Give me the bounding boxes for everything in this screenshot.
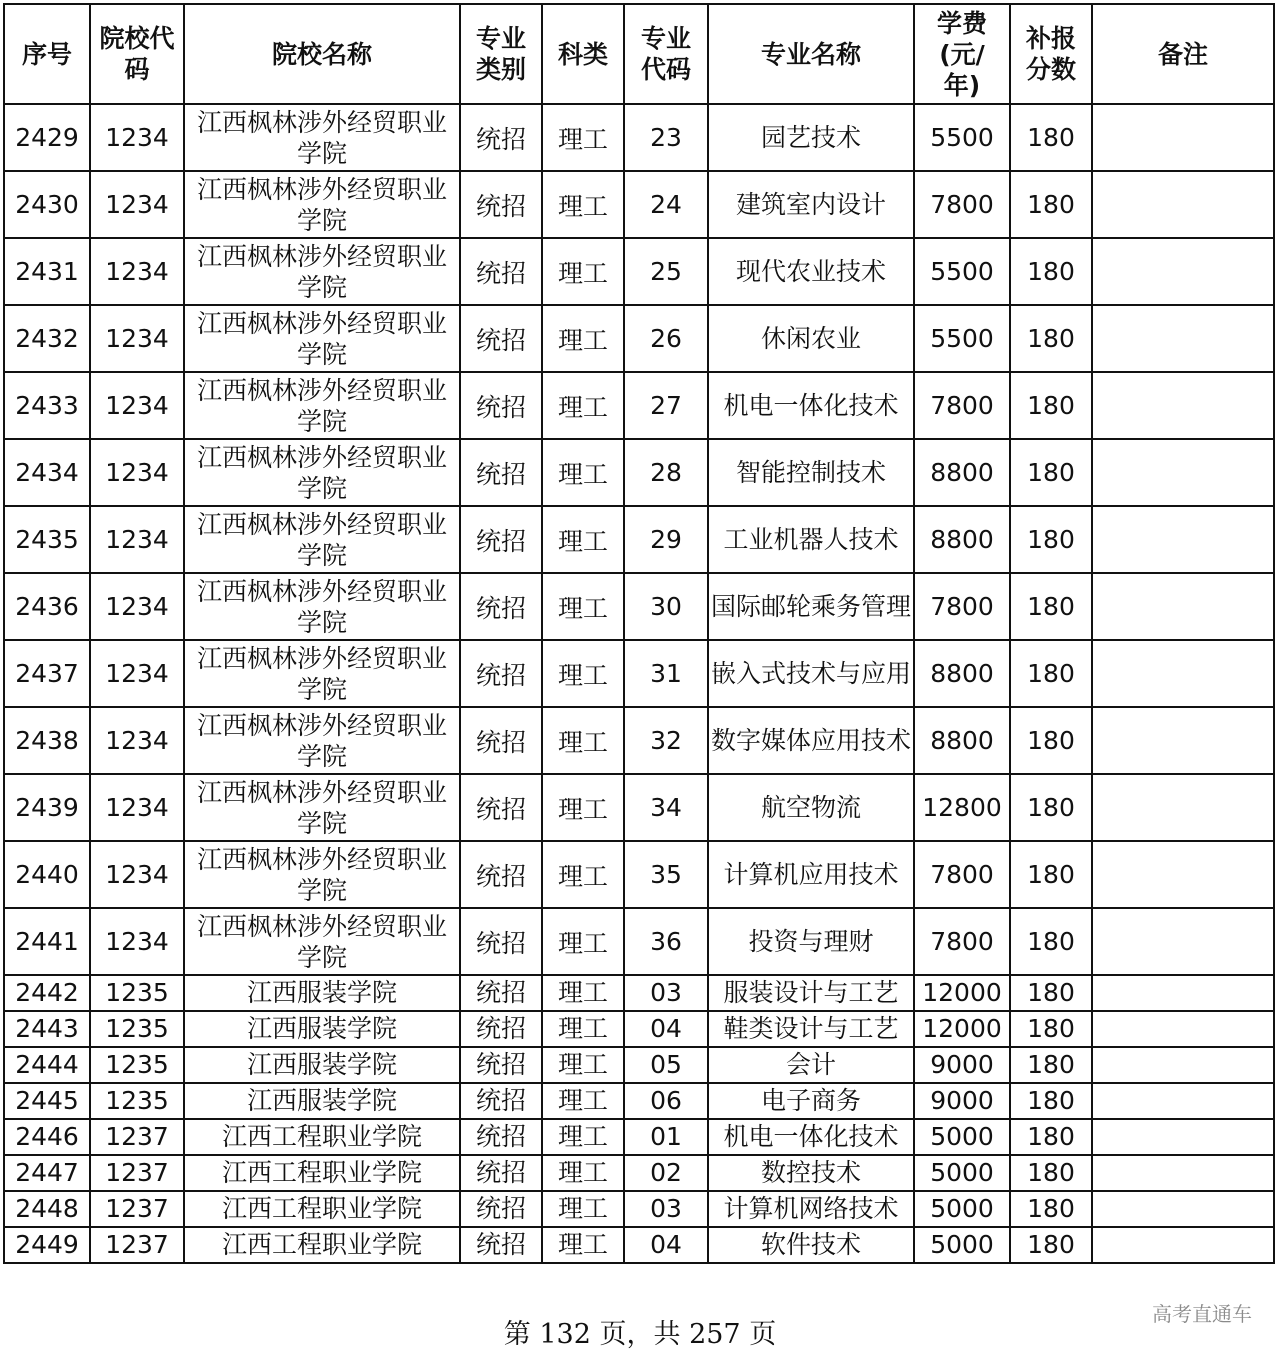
- header-line: 专业名称: [760, 39, 861, 69]
- school-code-cell: 1237: [90, 1227, 184, 1263]
- table-row: [4, 573, 1274, 640]
- table-row: [4, 1227, 1274, 1263]
- major-name-cell: 国际邮轮乘务管理: [708, 573, 914, 640]
- category-cell: 理工: [542, 506, 624, 573]
- note-cell: [1092, 104, 1274, 171]
- note-cell: [1092, 1047, 1274, 1083]
- category-cell: 理工: [542, 372, 624, 439]
- note-cell: [1092, 1227, 1274, 1263]
- school-name-cell: 江西枫林涉外经贸职业学院: [184, 305, 460, 372]
- seq-cell: 2447: [4, 1155, 90, 1191]
- table-row: [4, 238, 1274, 305]
- major-name-cell: 工业机器人技术: [708, 506, 914, 573]
- major-type-cell: 统招: [460, 975, 542, 1011]
- major-name-cell: 机电一体化技术: [708, 1119, 914, 1155]
- seq-cell: 2429: [4, 104, 90, 171]
- school-code-cell: 1234: [90, 573, 184, 640]
- seq-cell: 2435: [4, 506, 90, 573]
- note-cell: [1092, 1155, 1274, 1191]
- tuition-cell: 5000: [914, 1119, 1010, 1155]
- major-code-cell: 36: [624, 908, 708, 975]
- header-row: [4, 4, 1274, 104]
- category-cell: 理工: [542, 1191, 624, 1227]
- category-cell: 理工: [542, 1119, 624, 1155]
- table-row: [4, 1047, 1274, 1083]
- category-cell: 理工: [542, 1227, 624, 1263]
- school-name-cell: 江西工程职业学院: [184, 1227, 460, 1263]
- note-cell: [1092, 238, 1274, 305]
- table-row: [4, 1083, 1274, 1119]
- school-name-cell: 江西枫林涉外经贸职业学院: [184, 774, 460, 841]
- major-type-cell: 统招: [460, 573, 542, 640]
- table-row: [4, 908, 1274, 975]
- table-row: [4, 104, 1274, 171]
- category-cell: 理工: [542, 774, 624, 841]
- category-cell: 理工: [542, 171, 624, 238]
- major-type-cell: 统招: [460, 1083, 542, 1119]
- score-cell: 180: [1010, 640, 1092, 707]
- note-cell: [1092, 506, 1274, 573]
- score-cell: 180: [1010, 1047, 1092, 1083]
- header-supplementary-score: [1010, 4, 1092, 104]
- major-code-cell: 26: [624, 305, 708, 372]
- category-cell: 理工: [542, 238, 624, 305]
- major-name-cell: 投资与理财: [708, 908, 914, 975]
- tuition-cell: 7800: [914, 372, 1010, 439]
- header-major-code: [624, 4, 708, 104]
- header-line: 代码: [640, 55, 691, 84]
- major-code-cell: 04: [624, 1011, 708, 1047]
- note-cell: [1092, 975, 1274, 1011]
- score-cell: 180: [1010, 238, 1092, 305]
- seq-cell: 2449: [4, 1227, 90, 1263]
- school-code-cell: 1234: [90, 908, 184, 975]
- major-name-cell: 数控技术: [708, 1155, 914, 1191]
- major-name-cell: 计算机网络技术: [708, 1191, 914, 1227]
- school-code-cell: 1234: [90, 707, 184, 774]
- header-line: 专业: [475, 24, 526, 53]
- school-name-cell: 江西服装学院: [184, 975, 460, 1011]
- major-code-cell: 03: [624, 1191, 708, 1227]
- category-cell: 理工: [542, 908, 624, 975]
- note-cell: [1092, 841, 1274, 908]
- major-type-cell: 统招: [460, 841, 542, 908]
- category-cell: 理工: [542, 707, 624, 774]
- major-name-cell: 机电一体化技术: [708, 372, 914, 439]
- major-code-cell: 28: [624, 439, 708, 506]
- table-row: [4, 1119, 1274, 1155]
- tuition-cell: 12000: [914, 975, 1010, 1011]
- score-cell: 180: [1010, 1155, 1092, 1191]
- school-name-cell: 江西枫林涉外经贸职业学院: [184, 171, 460, 238]
- major-type-cell: 统招: [460, 1011, 542, 1047]
- school-code-cell: 1237: [90, 1155, 184, 1191]
- major-code-cell: 01: [624, 1119, 708, 1155]
- table-row: [4, 1191, 1274, 1227]
- score-cell: 180: [1010, 1227, 1092, 1263]
- major-name-cell: 建筑室内设计: [708, 171, 914, 238]
- category-cell: 理工: [542, 104, 624, 171]
- table-row: [4, 171, 1274, 238]
- major-type-cell: 统招: [460, 238, 542, 305]
- major-name-cell: 现代农业技术: [708, 238, 914, 305]
- score-cell: 180: [1010, 372, 1092, 439]
- major-name-cell: 航空物流: [708, 774, 914, 841]
- tuition-cell: 9000: [914, 1083, 1010, 1119]
- score-cell: 180: [1010, 841, 1092, 908]
- school-code-cell: 1234: [90, 506, 184, 573]
- seq-cell: 2444: [4, 1047, 90, 1083]
- major-type-cell: 统招: [460, 1047, 542, 1083]
- tuition-cell: 8800: [914, 506, 1010, 573]
- header-line: 院校名称: [271, 39, 372, 69]
- score-cell: 180: [1010, 506, 1092, 573]
- note-cell: [1092, 171, 1274, 238]
- major-type-cell: 统招: [460, 439, 542, 506]
- major-type-cell: 统招: [460, 774, 542, 841]
- major-name-cell: 园艺技术: [708, 104, 914, 171]
- seq-cell: 2438: [4, 707, 90, 774]
- category-cell: 理工: [542, 1047, 624, 1083]
- major-code-cell: 23: [624, 104, 708, 171]
- score-cell: 180: [1010, 1191, 1092, 1227]
- school-name-cell: 江西枫林涉外经贸职业学院: [184, 841, 460, 908]
- table-row: [4, 305, 1274, 372]
- school-code-cell: 1237: [90, 1191, 184, 1227]
- tuition-cell: 5000: [914, 1155, 1010, 1191]
- seq-cell: 2437: [4, 640, 90, 707]
- table-row: [4, 841, 1274, 908]
- category-cell: 理工: [542, 1155, 624, 1191]
- note-cell: [1092, 305, 1274, 372]
- score-cell: 180: [1010, 1083, 1092, 1119]
- major-type-cell: 统招: [460, 908, 542, 975]
- school-code-cell: 1234: [90, 439, 184, 506]
- note-cell: [1092, 707, 1274, 774]
- note-cell: [1092, 908, 1274, 975]
- score-cell: 180: [1010, 305, 1092, 372]
- school-name-cell: 江西枫林涉外经贸职业学院: [184, 238, 460, 305]
- category-cell: 理工: [542, 975, 624, 1011]
- seq-cell: 2430: [4, 171, 90, 238]
- score-cell: 180: [1010, 1119, 1092, 1155]
- seq-cell: 2440: [4, 841, 90, 908]
- note-cell: [1092, 1083, 1274, 1119]
- tuition-cell: 5500: [914, 238, 1010, 305]
- score-cell: 180: [1010, 707, 1092, 774]
- major-name-cell: 会计: [708, 1047, 914, 1083]
- seq-cell: 2443: [4, 1011, 90, 1047]
- seq-cell: 2446: [4, 1119, 90, 1155]
- school-code-cell: 1234: [90, 774, 184, 841]
- page-footer: 第 132 页，共 257 页: [503, 1319, 777, 1350]
- note-cell: [1092, 573, 1274, 640]
- major-type-cell: 统招: [460, 1191, 542, 1227]
- school-code-cell: 1234: [90, 238, 184, 305]
- school-code-cell: 1234: [90, 640, 184, 707]
- category-cell: 理工: [542, 1083, 624, 1119]
- note-cell: [1092, 640, 1274, 707]
- major-name-cell: 智能控制技术: [708, 439, 914, 506]
- tuition-cell: 8800: [914, 439, 1010, 506]
- seq-cell: 2439: [4, 774, 90, 841]
- major-code-cell: 27: [624, 372, 708, 439]
- major-type-cell: 统招: [460, 305, 542, 372]
- tuition-cell: 5000: [914, 1191, 1010, 1227]
- school-name-cell: 江西工程职业学院: [184, 1155, 460, 1191]
- school-code-cell: 1235: [90, 1047, 184, 1083]
- score-cell: 180: [1010, 908, 1092, 975]
- major-code-cell: 25: [624, 238, 708, 305]
- header-line: 分数: [1025, 55, 1076, 84]
- school-name-cell: 江西工程职业学院: [184, 1119, 460, 1155]
- major-type-cell: 统招: [460, 1155, 542, 1191]
- table-row: [4, 439, 1274, 506]
- major-type-cell: 统招: [460, 707, 542, 774]
- major-type-cell: 统招: [460, 104, 542, 171]
- school-code-cell: 1235: [90, 975, 184, 1011]
- school-code-cell: 1234: [90, 372, 184, 439]
- tuition-cell: 7800: [914, 171, 1010, 238]
- note-cell: [1092, 1191, 1274, 1227]
- header-line: 专业: [640, 24, 691, 53]
- major-name-cell: 休闲农业: [708, 305, 914, 372]
- tuition-cell: 8800: [914, 707, 1010, 774]
- header-school-name: [184, 4, 460, 104]
- major-name-cell: 服装设计与工艺: [708, 975, 914, 1011]
- major-name-cell: 电子商务: [708, 1083, 914, 1119]
- school-name-cell: 江西服装学院: [184, 1011, 460, 1047]
- school-code-cell: 1234: [90, 104, 184, 171]
- score-cell: 180: [1010, 975, 1092, 1011]
- header-school-code: [90, 4, 184, 104]
- major-name-cell: 嵌入式技术与应用: [708, 640, 914, 707]
- category-cell: 理工: [542, 573, 624, 640]
- table-row: [4, 1011, 1274, 1047]
- header-seq: [4, 4, 90, 104]
- seq-cell: 2436: [4, 573, 90, 640]
- school-code-cell: 1235: [90, 1083, 184, 1119]
- tuition-cell: 7800: [914, 908, 1010, 975]
- seq-cell: 2432: [4, 305, 90, 372]
- header-line: 备注: [1157, 39, 1208, 69]
- category-cell: 理工: [542, 1011, 624, 1047]
- major-code-cell: 04: [624, 1227, 708, 1263]
- table-row: [4, 975, 1274, 1011]
- score-cell: 180: [1010, 171, 1092, 238]
- header-line: 学费: [936, 8, 987, 38]
- header-remarks: [1092, 4, 1274, 104]
- tuition-cell: 12800: [914, 774, 1010, 841]
- major-name-cell: 鞋类设计与工艺: [708, 1011, 914, 1047]
- seq-cell: 2434: [4, 439, 90, 506]
- major-name-cell: 计算机应用技术: [708, 841, 914, 908]
- header-major-name: [708, 4, 914, 104]
- score-cell: 180: [1010, 573, 1092, 640]
- header-line: 类别: [475, 55, 526, 84]
- major-code-cell: 32: [624, 707, 708, 774]
- major-code-cell: 06: [624, 1083, 708, 1119]
- major-type-cell: 统招: [460, 171, 542, 238]
- school-code-cell: 1237: [90, 1119, 184, 1155]
- tuition-cell: 5000: [914, 1227, 1010, 1263]
- seq-cell: 2433: [4, 372, 90, 439]
- seq-cell: 2448: [4, 1191, 90, 1227]
- admission-table: [3, 3, 1275, 1264]
- table-row: [4, 372, 1274, 439]
- tuition-cell: 7800: [914, 573, 1010, 640]
- header-major-type: [460, 4, 542, 104]
- table-row: [4, 774, 1274, 841]
- major-type-cell: 统招: [460, 640, 542, 707]
- tuition-cell: 5500: [914, 104, 1010, 171]
- seq-cell: 2445: [4, 1083, 90, 1119]
- score-cell: 180: [1010, 104, 1092, 171]
- note-cell: [1092, 1011, 1274, 1047]
- tuition-cell: 7800: [914, 841, 1010, 908]
- school-name-cell: 江西枫林涉外经贸职业学院: [184, 372, 460, 439]
- school-code-cell: 1234: [90, 171, 184, 238]
- note-cell: [1092, 1119, 1274, 1155]
- major-code-cell: 31: [624, 640, 708, 707]
- major-code-cell: 24: [624, 171, 708, 238]
- tuition-cell: 5500: [914, 305, 1010, 372]
- major-name-cell: 软件技术: [708, 1227, 914, 1263]
- school-name-cell: 江西枫林涉外经贸职业学院: [184, 908, 460, 975]
- header-line: (元/: [939, 39, 985, 69]
- major-type-cell: 统招: [460, 1227, 542, 1263]
- score-cell: 180: [1010, 439, 1092, 506]
- header-line: 年): [943, 70, 981, 100]
- note-cell: [1092, 439, 1274, 506]
- note-cell: [1092, 774, 1274, 841]
- major-code-cell: 02: [624, 1155, 708, 1191]
- category-cell: 理工: [542, 439, 624, 506]
- table-row: [4, 640, 1274, 707]
- header-line: 码: [124, 55, 150, 84]
- tuition-cell: 9000: [914, 1047, 1010, 1083]
- school-code-cell: 1234: [90, 841, 184, 908]
- watermark-text: 高考直通车: [1152, 1302, 1252, 1326]
- school-name-cell: 江西枫林涉外经贸职业学院: [184, 506, 460, 573]
- major-code-cell: 30: [624, 573, 708, 640]
- major-code-cell: 05: [624, 1047, 708, 1083]
- major-type-cell: 统招: [460, 506, 542, 573]
- header-line: 补报: [1025, 24, 1076, 53]
- header-line: 科类: [557, 39, 608, 69]
- score-cell: 180: [1010, 774, 1092, 841]
- table-row: [4, 707, 1274, 774]
- seq-cell: 2431: [4, 238, 90, 305]
- header-line: 院校代: [99, 24, 175, 53]
- category-cell: 理工: [542, 640, 624, 707]
- major-code-cell: 29: [624, 506, 708, 573]
- school-name-cell: 江西枫林涉外经贸职业学院: [184, 707, 460, 774]
- major-code-cell: 03: [624, 975, 708, 1011]
- tuition-cell: 12000: [914, 1011, 1010, 1047]
- school-name-cell: 江西枫林涉外经贸职业学院: [184, 104, 460, 171]
- category-cell: 理工: [542, 841, 624, 908]
- major-type-cell: 统招: [460, 1119, 542, 1155]
- seq-cell: 2441: [4, 908, 90, 975]
- school-name-cell: 江西枫林涉外经贸职业学院: [184, 573, 460, 640]
- header-tuition: [914, 4, 1010, 104]
- header-line: 序号: [21, 39, 72, 69]
- school-name-cell: 江西服装学院: [184, 1047, 460, 1083]
- tuition-cell: 8800: [914, 640, 1010, 707]
- table-row: [4, 1155, 1274, 1191]
- table-row: [4, 506, 1274, 573]
- major-name-cell: 数字媒体应用技术: [708, 707, 914, 774]
- major-type-cell: 统招: [460, 372, 542, 439]
- school-name-cell: 江西工程职业学院: [184, 1191, 460, 1227]
- category-cell: 理工: [542, 305, 624, 372]
- school-code-cell: 1235: [90, 1011, 184, 1047]
- note-cell: [1092, 372, 1274, 439]
- major-code-cell: 35: [624, 841, 708, 908]
- school-name-cell: 江西服装学院: [184, 1083, 460, 1119]
- school-name-cell: 江西枫林涉外经贸职业学院: [184, 640, 460, 707]
- seq-cell: 2442: [4, 975, 90, 1011]
- major-code-cell: 34: [624, 774, 708, 841]
- table-body: [4, 104, 1274, 1263]
- school-code-cell: 1234: [90, 305, 184, 372]
- score-cell: 180: [1010, 1011, 1092, 1047]
- header-subject-category: [542, 4, 624, 104]
- school-name-cell: 江西枫林涉外经贸职业学院: [184, 439, 460, 506]
